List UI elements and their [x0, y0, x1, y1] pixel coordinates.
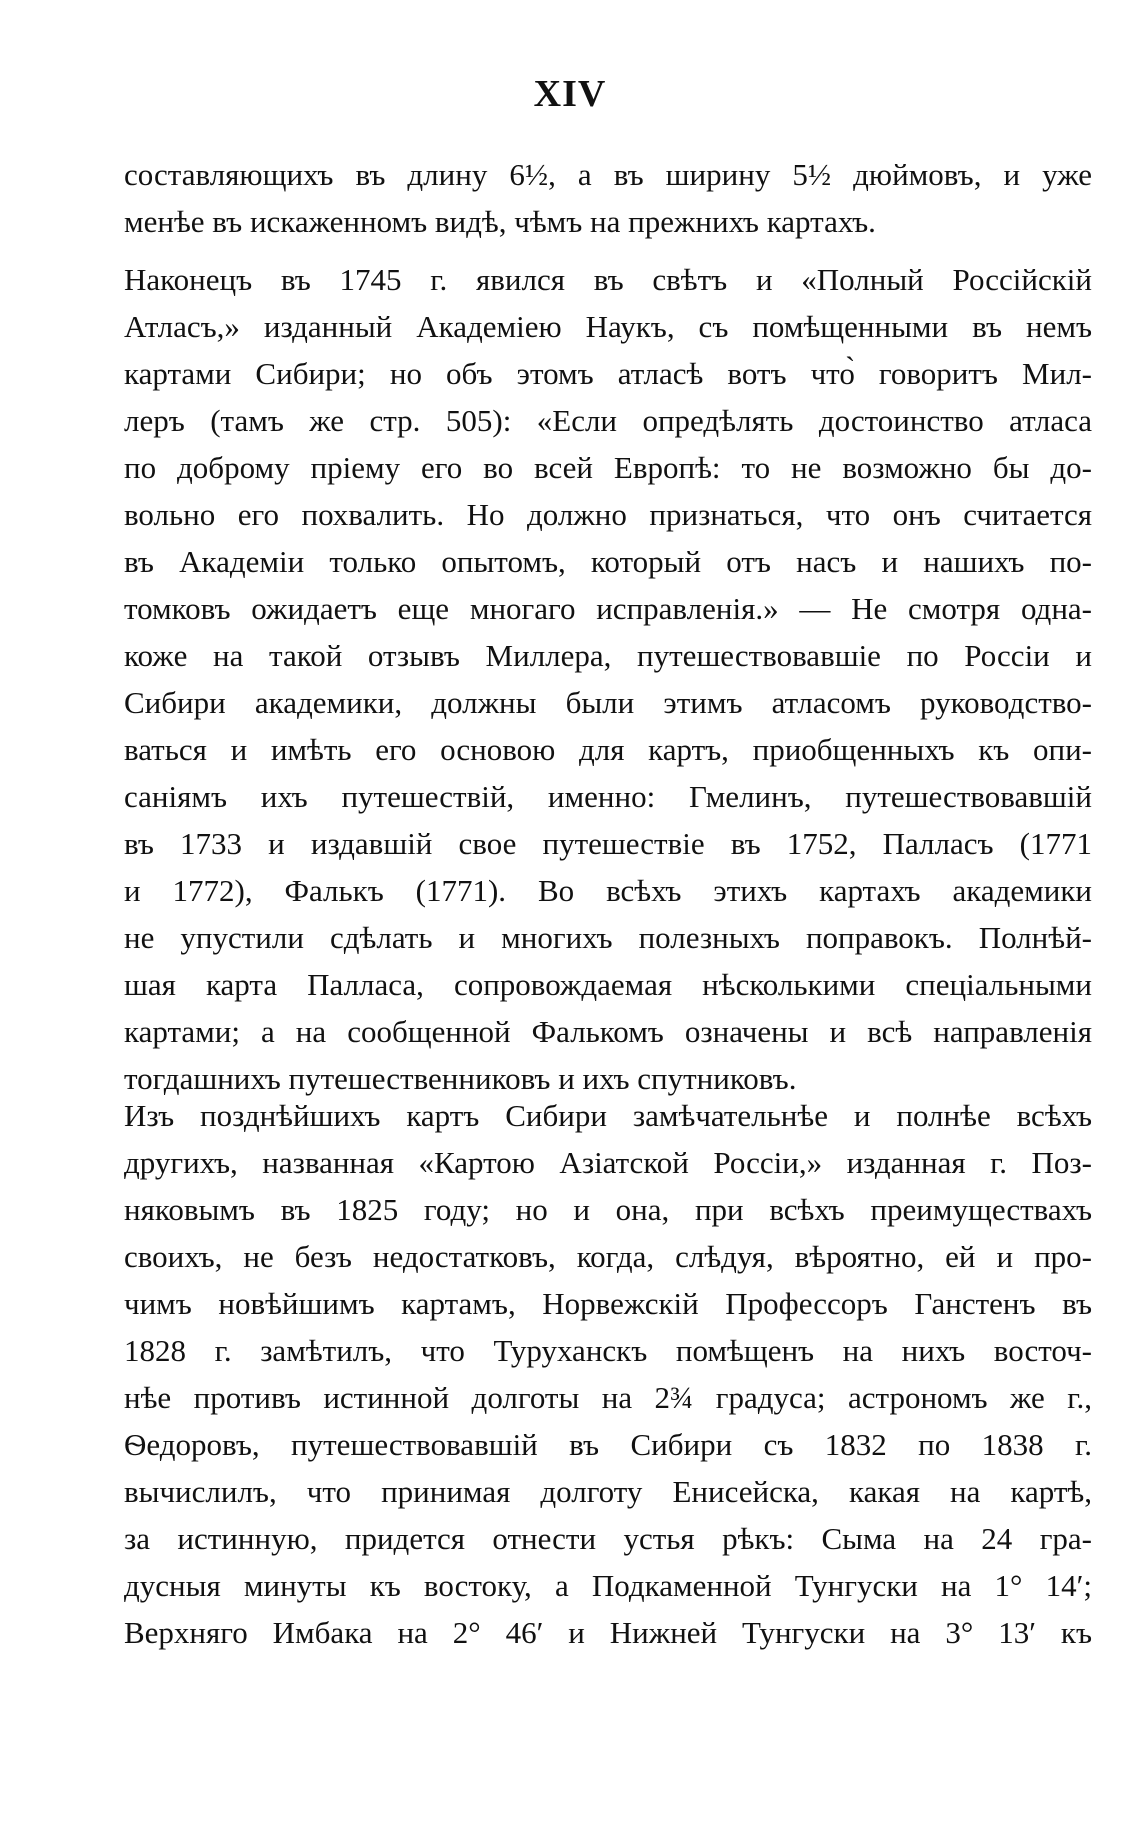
text-line: въ Академіи только опытомъ, который отъ насъ и нашихъ по- — [124, 544, 1092, 579]
text-line: менѣе въ искаженномъ видѣ, чѣмъ на прежнихъ картахъ. — [124, 204, 876, 239]
text-line: Изъ позднѣйшихъ картъ Сибири замѣчательнѣе и полнѣе всѣхъ — [124, 1098, 1092, 1133]
text-line: составляющихъ въ длину 6½, а въ ширину 5½ дюймовъ, и уже — [124, 157, 1092, 192]
text-line: тогдашнихъ путешественниковъ и ихъ спутниковъ. — [124, 1061, 797, 1096]
text-line: по доброму пріему его во всей Европѣ: то не возможно бы до- — [124, 450, 1092, 485]
text-line: за истинную, придется отнести устья рѣкъ: Сыма на 24 гра- — [124, 1521, 1092, 1556]
paragraph-later-maps — [124, 1092, 1092, 1656]
text-line: дусныя минуты къ востоку, а Подкаменной Тунгуски на 1° 14′; — [124, 1568, 1092, 1603]
text-line: 1828 г. замѣтилъ, что Туруханскъ помѣщенъ на нихъ восточ- — [124, 1333, 1092, 1368]
text-line: вольно его похвалить. Но должно признаться, что онъ считается — [124, 497, 1092, 532]
text-line: ваться и имѣть его основою для картъ, приобщенныхъ къ опи- — [124, 732, 1092, 767]
text-line: томковъ ожидаетъ еще многаго исправленія.» — Не смотря одна- — [124, 591, 1092, 626]
text-line: чимъ новѣйшимъ картамъ, Норвежскій Профессоръ Ганстенъ въ — [124, 1286, 1092, 1321]
text-line: кожe на такой отзывъ Миллера, путешествовавшіе по Россіи и — [124, 638, 1092, 673]
text-line: леръ (тамъ же стр. 505): «Если опредѣлять достоинство атласа — [124, 403, 1092, 438]
paragraph-atlas-1745 — [124, 256, 1092, 1102]
text-line: Верхняго Имбака на 2° 46′ и Нижней Тунгуски на 3° 13′ къ — [124, 1615, 1092, 1650]
text-line: Сибири академики, должны были этимъ атласомъ руководство- — [124, 685, 1092, 720]
text-line: саніямъ ихъ путешествій, именно: Гмелинъ, путешествовавшій — [124, 779, 1092, 814]
text-line: и 1772), Фалькъ (1771). Во всѣхъ этихъ картахъ академики — [124, 873, 1092, 908]
text-line: въ 1733 и издавшій свое путешествіе въ 1752, Палласъ (1771 — [124, 826, 1092, 861]
text-line: вычислилъ, что принимая долготу Енисейска, какая на картѣ, — [124, 1474, 1092, 1509]
text-line: своихъ, не безъ недостатковъ, когда, слѣдуя, вѣроятно, ей и про- — [124, 1239, 1092, 1274]
text-line: няковымъ въ 1825 году; но и она, при всѣхъ преимуществахъ — [124, 1192, 1092, 1227]
text-line: шая карта Палласа, сопровождаемая нѣсколькими спеціальными — [124, 967, 1092, 1002]
text-line: картами; а на сообщенной Фалькомъ означены и всѣ направленія — [124, 1014, 1092, 1049]
text-line: картами Сибири; но объ этомъ атласѣ вотъ что̀ говоритъ Мил- — [124, 356, 1092, 391]
page-number: XIV — [533, 73, 607, 115]
text-line: другихъ, названная «Картою Азіатской Россіи,» изданная г. Поз- — [124, 1145, 1092, 1180]
text-line: Ѳедоровъ, путешествовавшій въ Сибири съ 1832 по 1838 г. — [124, 1427, 1092, 1462]
paragraph-continuation — [124, 151, 1092, 245]
text-line: нѣе противъ истинной долготы на 2¾ градуса; астрономъ же г., — [124, 1380, 1092, 1415]
text-line: Атласъ,» изданный Академіею Наукъ, съ помѣщенными въ немъ — [124, 309, 1092, 344]
text-line: Наконецъ въ 1745 г. явился въ свѣтъ и «Полный Россійскій — [124, 262, 1092, 297]
text-line: не упустили сдѣлать и многихъ полезныхъ поправокъ. Полнѣй- — [124, 920, 1092, 955]
